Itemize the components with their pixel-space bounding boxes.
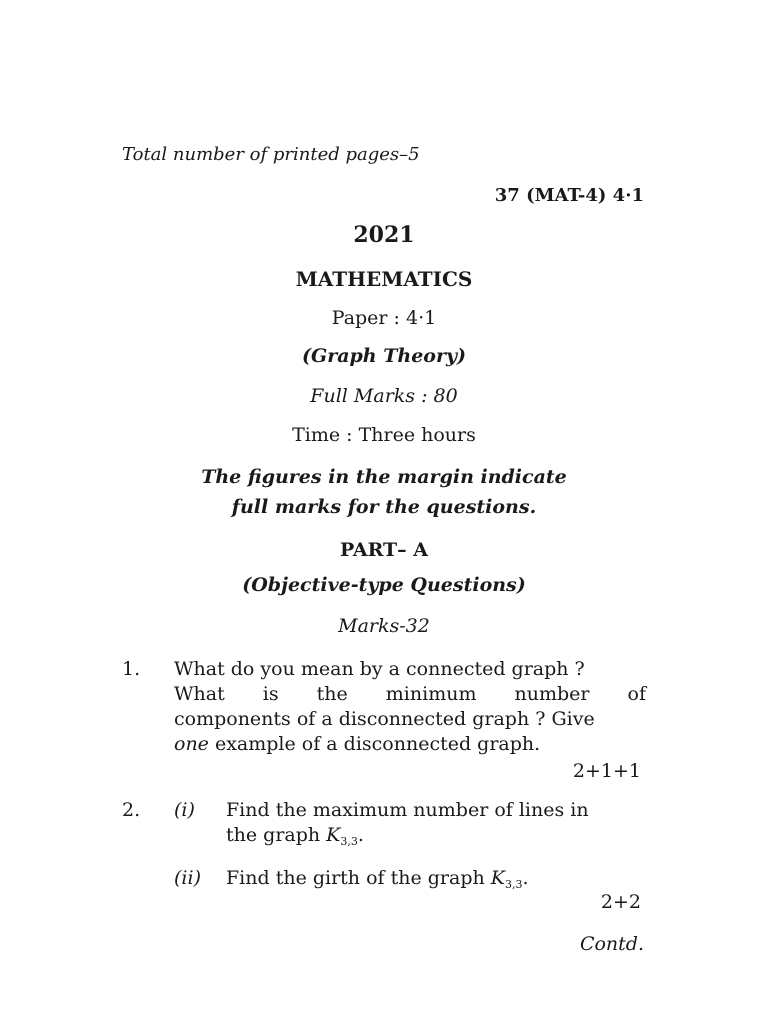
graph-subscript: 3,3 — [340, 835, 358, 848]
question-2-ii-text — [226, 866, 529, 897]
question-2-i-text — [226, 798, 589, 854]
subpart-label: (i) — [174, 799, 195, 821]
period: . — [357, 824, 364, 846]
instruction-line-1: The figures in the margin indicate — [201, 466, 567, 488]
word: of — [627, 683, 646, 705]
question-1-line: What do you mean by a connected graph ? — [174, 658, 585, 680]
full-marks: Full Marks : 80 — [310, 385, 458, 407]
word: What — [174, 683, 225, 705]
word: is — [262, 683, 279, 705]
question-1-line: components of a disconnected graph ? Give — [174, 708, 595, 730]
question-2-i-line — [226, 823, 589, 854]
exam-year: 2021 — [353, 222, 415, 248]
question-2-i-line: Find the maximum number of lines in — [226, 799, 589, 821]
emphasis: one — [174, 733, 209, 755]
text-segment: Find the girth of the graph — [226, 867, 491, 889]
instruction-line-2: full marks for the questions. — [231, 496, 537, 518]
word: minimum — [385, 683, 477, 705]
question-1-text — [174, 657, 646, 757]
question-1-line-rest: example of a disconnected graph. — [208, 733, 541, 755]
word: the — [316, 683, 348, 705]
graph-symbol: K — [490, 867, 505, 889]
paper-number: Paper : 4·1 — [331, 307, 437, 329]
graph-symbol: K — [326, 824, 341, 846]
question-2-ii-line — [226, 866, 529, 897]
period: . — [522, 867, 529, 889]
question-1-line — [174, 732, 646, 757]
question-1-marks: 2+1+1 — [572, 760, 641, 782]
graph-subscript: 3,3 — [504, 878, 523, 891]
time-allowed: Time : Three hours — [292, 424, 476, 446]
subject-title: MATHEMATICS — [295, 267, 473, 291]
paper-code: 37 (MAT-4) 4·1 — [494, 185, 644, 206]
word: number — [514, 683, 590, 705]
part-marks: Marks-32 — [338, 615, 430, 637]
part-title: PART– A — [339, 539, 429, 561]
continued-note: Contd. — [579, 933, 644, 955]
part-subtitle: (Objective-type Questions) — [242, 574, 526, 596]
question-number: 1. — [122, 658, 141, 680]
question-1-justified-line — [174, 682, 646, 707]
printed-pages-note: Total number of printed pages–5 — [122, 144, 420, 165]
text-segment: the graph — [226, 824, 327, 846]
paper-title: (Graph Theory) — [301, 345, 466, 367]
question-number: 2. — [122, 799, 141, 821]
subpart-label: (ii) — [174, 867, 201, 889]
question-2-marks: 2+2 — [600, 891, 641, 913]
